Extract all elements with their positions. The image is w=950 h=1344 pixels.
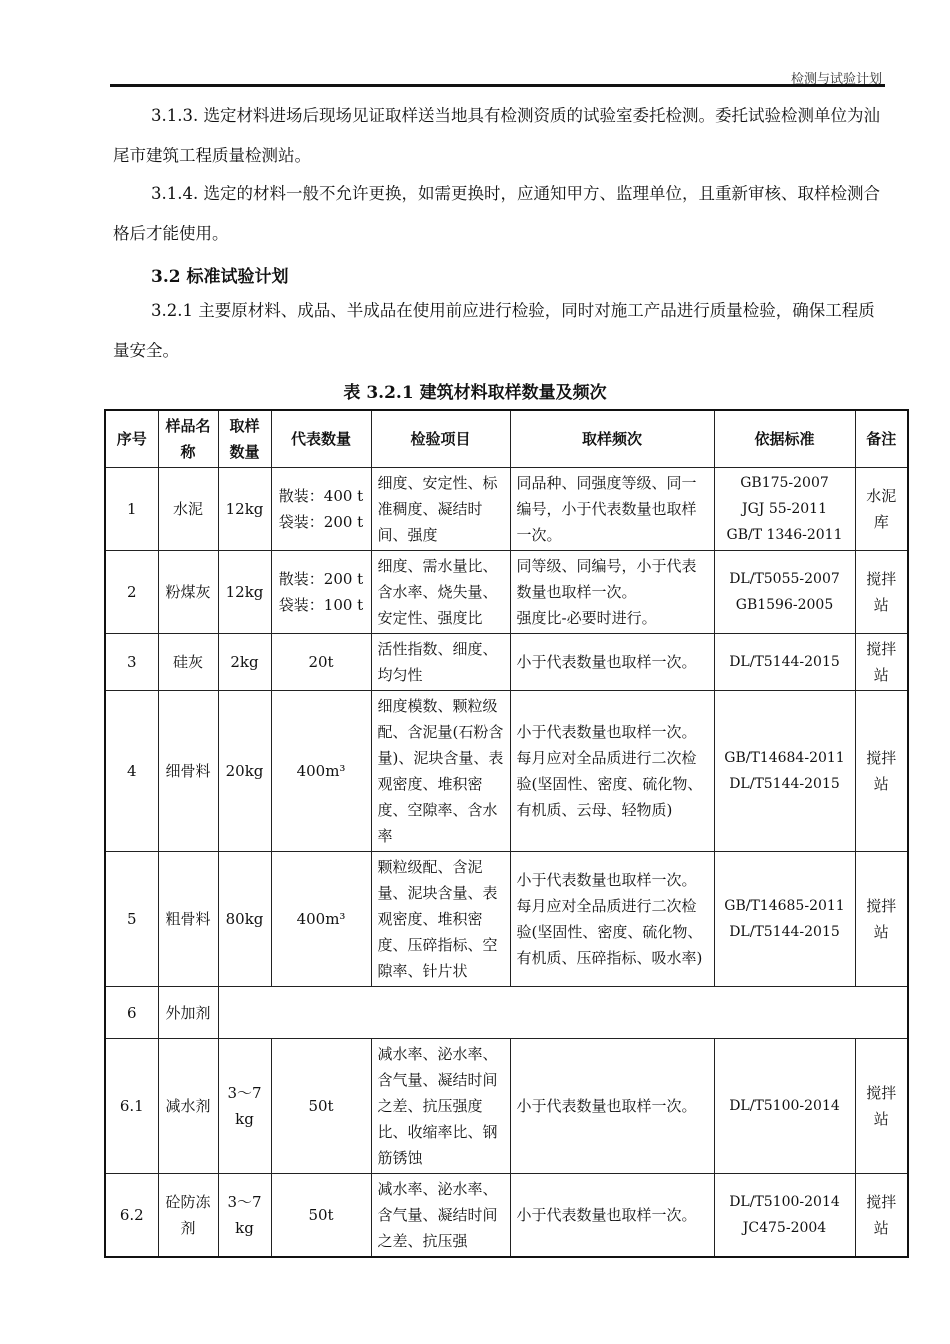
sampling-frequency-cell: 同等级、同编号，小于代表数量也取样一次。 强度比-必要时进行。 [510,551,714,634]
table-row [105,1039,908,1174]
representative-quantity-cell: 散装：200 t 袋装：100 t [271,551,371,634]
sample-name-cell: 砼防冻剂 [158,1174,218,1258]
test-items-cell: 细度、需水量比、含水率、烧失量、安定性、强度比 [371,551,510,634]
row-number-cell: 6.1 [105,1039,158,1174]
standard-cell: GB175-2007 JGJ 55-2011 GB/T 1346-2011 [714,468,855,551]
sample-quantity-cell: 12kg [218,468,271,551]
header-cell: 样品名称 [158,410,218,468]
remark-cell: 水泥库 [855,468,908,551]
header-rule [110,84,885,87]
sample-name-cell: 外加剂 [158,987,218,1039]
remark-cell: 搅拌站 [855,1039,908,1174]
materials-sampling-table [104,409,909,1258]
row-number-cell: 3 [105,634,158,691]
sample-name-cell: 硅灰 [158,634,218,691]
table-caption: 表 3.2.1 建筑材料取样数量及频次 [343,383,607,403]
header-cell: 取样频次 [510,410,714,468]
header-cell: 备注 [855,410,908,468]
remark-cell: 搅拌站 [855,691,908,852]
table-row [105,852,908,987]
sample-name-cell: 减水剂 [158,1039,218,1174]
table-row [105,691,908,852]
sampling-frequency-cell: 小于代表数量也取样一次。 [510,1039,714,1174]
representative-quantity-cell: 400m³ [271,691,371,852]
sampling-frequency-cell: 同品种、同强度等级、同一编号，小于代表数量也取样一次。 [510,468,714,551]
table-row [105,1174,908,1258]
representative-quantity-cell: 50t [271,1174,371,1258]
section-title-3-2: 3.2 标准试验计划 [151,267,289,287]
sample-quantity-cell: 3～7kg [218,1174,271,1258]
test-items-cell: 细度、安定性、标准稠度、凝结时间、强度 [371,468,510,551]
test-items-cell: 减水率、泌水率、含气量、凝结时间之差、抗压强 [371,1174,510,1258]
table-header-row [105,410,908,468]
header-cell: 取样数量 [218,410,271,468]
representative-quantity-cell: 400m³ [271,852,371,987]
sample-name-cell: 粗骨料 [158,852,218,987]
sample-quantity-cell: 80kg [218,852,271,987]
test-items-cell: 颗粒级配、含泥量、泥块含量、表观密度、堆积密度、压碎指标、空隙率、针片状 [371,852,510,987]
table-row [105,468,908,551]
standard-cell: DL/T5100-2014 [714,1039,855,1174]
sample-quantity-cell: 12kg [218,551,271,634]
representative-quantity-cell: 50t [271,1039,371,1174]
header-cell: 序号 [105,410,158,468]
standard-cell: DL/T5100-2014 JC475-2004 [714,1174,855,1258]
row-number-cell: 4 [105,691,158,852]
sample-quantity-cell: 20kg [218,691,271,852]
standard-cell: GB/T14685-2011 DL/T5144-2015 [714,852,855,987]
sample-name-cell: 细骨料 [158,691,218,852]
row-number-cell: 6.2 [105,1174,158,1258]
header-cell: 检验项目 [371,410,510,468]
test-items-cell: 细度模数、颗粒级配、含泥量(石粉含量)、泥块含量、表观密度、堆积密度、空隙率、含水率 [371,691,510,852]
sampling-frequency-cell: 小于代表数量也取样一次。每月应对全品质进行二次检验(坚固性、密度、硫化物、有机质、压碎指标、吸水率) [510,852,714,987]
paragraph-3-1-4: 3.1.4. 选定的材料一般不允许更换，如需更换时，应通知甲方、监理单位，且重新审核、取样检测合格后才能使用。 [113,184,880,243]
standard-cell: DL/T5144-2015 [714,634,855,691]
table-row [105,634,908,691]
standard-cell: GB/T14684-2011 DL/T5144-2015 [714,691,855,852]
standard-cell: DL/T5055-2007 GB1596-2005 [714,551,855,634]
sampling-frequency-cell: 小于代表数量也取样一次。 [510,1174,714,1258]
table-body [105,468,908,1258]
remark-cell: 搅拌站 [855,551,908,634]
sample-name-cell: 粉煤灰 [158,551,218,634]
paragraph-3-1-3: 3.1.3. 选定材料进场后现场见证取样送当地具有检测资质的试验室委托检测。委托试验检测单位为汕尾市建筑工程质量检测站。 [113,106,880,165]
remark-cell: 搅拌站 [855,1174,908,1258]
table-row [105,551,908,634]
paragraph-3-2-1: 3.2.1 主要原材料、成品、半成品在使用前应进行检验，同时对施工产品进行质量检验，确保工程质量安全。 [113,301,875,360]
sampling-frequency-cell: 小于代表数量也取样一次。 [510,634,714,691]
row-number-cell: 5 [105,852,158,987]
test-items-cell: 减水率、泌水率、含气量、凝结时间之差、抗压强度比、收缩率比、钢筋锈蚀 [371,1039,510,1174]
sample-quantity-cell: 2kg [218,634,271,691]
table-row [105,987,908,1039]
row-number-cell: 6 [105,987,158,1039]
sampling-frequency-cell: 小于代表数量也取样一次。每月应对全品质进行二次检验(坚固性、密度、硫化物、有机质、云母、轻物质) [510,691,714,852]
row-number-cell: 2 [105,551,158,634]
header-cell: 代表数量 [271,410,371,468]
empty-merged-cell [218,987,908,1039]
page-header-title: 检测与试验计划 [790,72,882,87]
representative-quantity-cell: 20t [271,634,371,691]
representative-quantity-cell: 散装：400 t 袋装：200 t [271,468,371,551]
row-number-cell: 1 [105,468,158,551]
test-items-cell: 活性指数、细度、均匀性 [371,634,510,691]
header-cell: 依据标准 [714,410,855,468]
remark-cell: 搅拌站 [855,634,908,691]
remark-cell: 搅拌站 [855,852,908,987]
sample-name-cell: 水泥 [158,468,218,551]
sample-quantity-cell: 3～7kg [218,1039,271,1174]
